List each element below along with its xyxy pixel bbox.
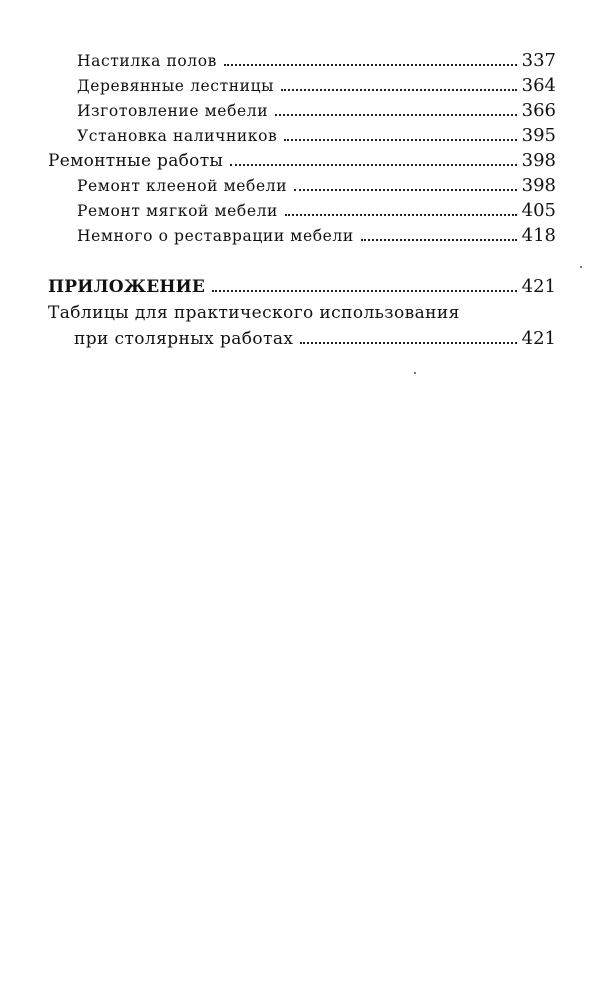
print-speck (414, 372, 416, 374)
toc-entry-page: 421 (521, 276, 556, 297)
toc-entry-page: 398 (521, 150, 556, 171)
dot-leader (275, 114, 516, 116)
toc-entry-wooden-stairs (48, 73, 556, 98)
toc-entry-upholstered-furniture-repair (48, 198, 556, 223)
toc-entry-title: Ремонт клееной мебели (77, 177, 288, 195)
toc-entry-page: 366 (521, 100, 556, 121)
toc-entry-floor-laying (48, 48, 556, 73)
dot-leader (294, 189, 517, 191)
dot-leader (300, 342, 516, 344)
dot-leader (284, 139, 516, 141)
toc-entry-title: Установка наличников (77, 127, 278, 145)
toc-entry-page: 418 (521, 225, 556, 246)
toc-entry-title: Настилка полов (77, 52, 218, 70)
dot-leader (281, 89, 517, 91)
toc-entry-title: Изготовление мебели (77, 102, 269, 120)
dot-leader (285, 214, 517, 216)
toc-entry-page: 337 (521, 50, 556, 71)
toc-entry-furniture-making (48, 98, 556, 123)
dot-leader (224, 64, 517, 66)
toc-entry-appendix (48, 274, 556, 299)
toc-entry-practical-tables (48, 301, 556, 351)
dot-leader (230, 164, 516, 166)
toc-entry-title-line2: при столярных работах (74, 329, 294, 349)
toc-entry-title: Ремонт мягкой мебели (77, 202, 278, 220)
dot-leader (212, 290, 517, 292)
toc-entry-title: Ремонтные работы (48, 151, 224, 171)
toc-entry-glued-furniture-repair (48, 173, 556, 198)
toc-entry-title-line1: Таблицы для практического использования (48, 303, 460, 323)
toc-entry-page: 421 (521, 328, 556, 349)
toc-entry-page: 405 (521, 200, 556, 221)
toc-entry-furniture-restoration (48, 223, 556, 248)
toc-entry-title: Деревянные лестницы (77, 77, 275, 95)
toc-entry-casing-installation (48, 123, 556, 148)
toc-entry-title: Немного о реставрации мебели (77, 227, 354, 245)
toc-entry-page: 364 (521, 75, 556, 96)
toc-entry-page: 398 (521, 175, 556, 196)
table-of-contents (48, 48, 556, 351)
toc-entry-repair-works (48, 148, 556, 173)
toc-entry-title: ПРИЛОЖЕНИЕ (48, 277, 206, 297)
toc-entry-page: 395 (521, 125, 556, 146)
dot-leader (361, 239, 517, 241)
print-speck (580, 266, 582, 268)
